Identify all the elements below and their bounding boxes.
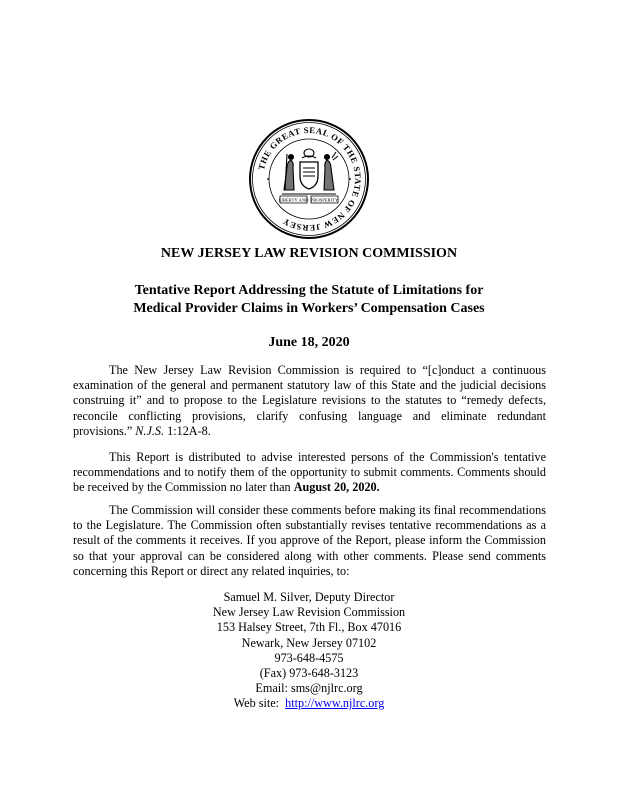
commission-name: NEW JERSEY LAW REVISION COMMISSION	[160, 246, 458, 261]
statute-citation-italic: N.J.S.	[135, 423, 165, 438]
contact-city: Newark, New Jersey 07102	[241, 635, 377, 650]
report-title-line-2: Medical Provider Claims in Workers’ Compensation Cases	[133, 301, 485, 316]
paragraph-distribution	[73, 450, 546, 496]
report-date: June 18, 2020	[268, 335, 350, 350]
website-link[interactable]: http://www.njlrc.org	[285, 696, 385, 711]
website-label: Web site:	[233, 696, 286, 711]
contact-fax: (Fax) 973-648-3123	[259, 666, 359, 681]
report-title	[0, 282, 618, 318]
seal-ring-text: THE GREAT SEAL OF THE STATE OF NEW JERSEY	[255, 124, 364, 234]
statute-citation-number: 1:12A-8.	[164, 423, 211, 438]
report-title-line-1: Tentative Report Addressing the Statute of Limitations for	[134, 283, 484, 298]
seal-ribbon-left: LIBERTY AND	[278, 197, 309, 203]
paragraph-comments-text: The Commission will consider these comments before making its final recommendations to the Legislature. The Commission often substantially revises tentative recommendations as a result of the comments it receives. If you approve of the Report, please inform the Commission so that your approval can be considered along with other comments. Please send comments concerning this Report or direct any related inquiries, to:	[73, 503, 546, 578]
paragraph-mandate	[73, 363, 546, 439]
paragraph-comments	[73, 503, 546, 579]
contact-website	[0, 696, 618, 711]
svg-text:THE GREAT SEAL OF THE STATE OF	[256, 125, 363, 233]
contact-email: Email: sms@njlrc.org	[255, 681, 363, 696]
contact-org: New Jersey Law Revision Commission	[212, 605, 406, 620]
contact-street: 153 Halsey Street, 7th Fl., Box 47016	[216, 620, 402, 635]
state-seal	[248, 118, 370, 240]
paragraph-distribution-text: This Report is distributed to advise interested persons of the Commission's tentative recommendations and to notify them of the opportunity to submit comments. Comments should be received by the Commission no later than	[73, 450, 546, 495]
seal-ribbon-right: PROSPERITY	[310, 197, 339, 203]
paragraph-mandate-text: The New Jersey Law Revision Commission is required to “[c]onduct a continuous examination of the general and permanent statutory law of this State and the judicial decisions construing it” and to propose to the Legislature revisions to the statutes to “remedy defects, reconcile conflicting provisions, clarify confusing language and eliminate redundant provisions.”	[73, 363, 546, 438]
contact-block	[0, 590, 618, 712]
comment-deadline: August 20, 2020.	[293, 480, 380, 495]
contact-name: Samuel M. Silver, Deputy Director	[223, 590, 395, 604]
state-seal-graphic	[248, 118, 370, 240]
contact-phone: 973-648-4575	[274, 650, 344, 665]
